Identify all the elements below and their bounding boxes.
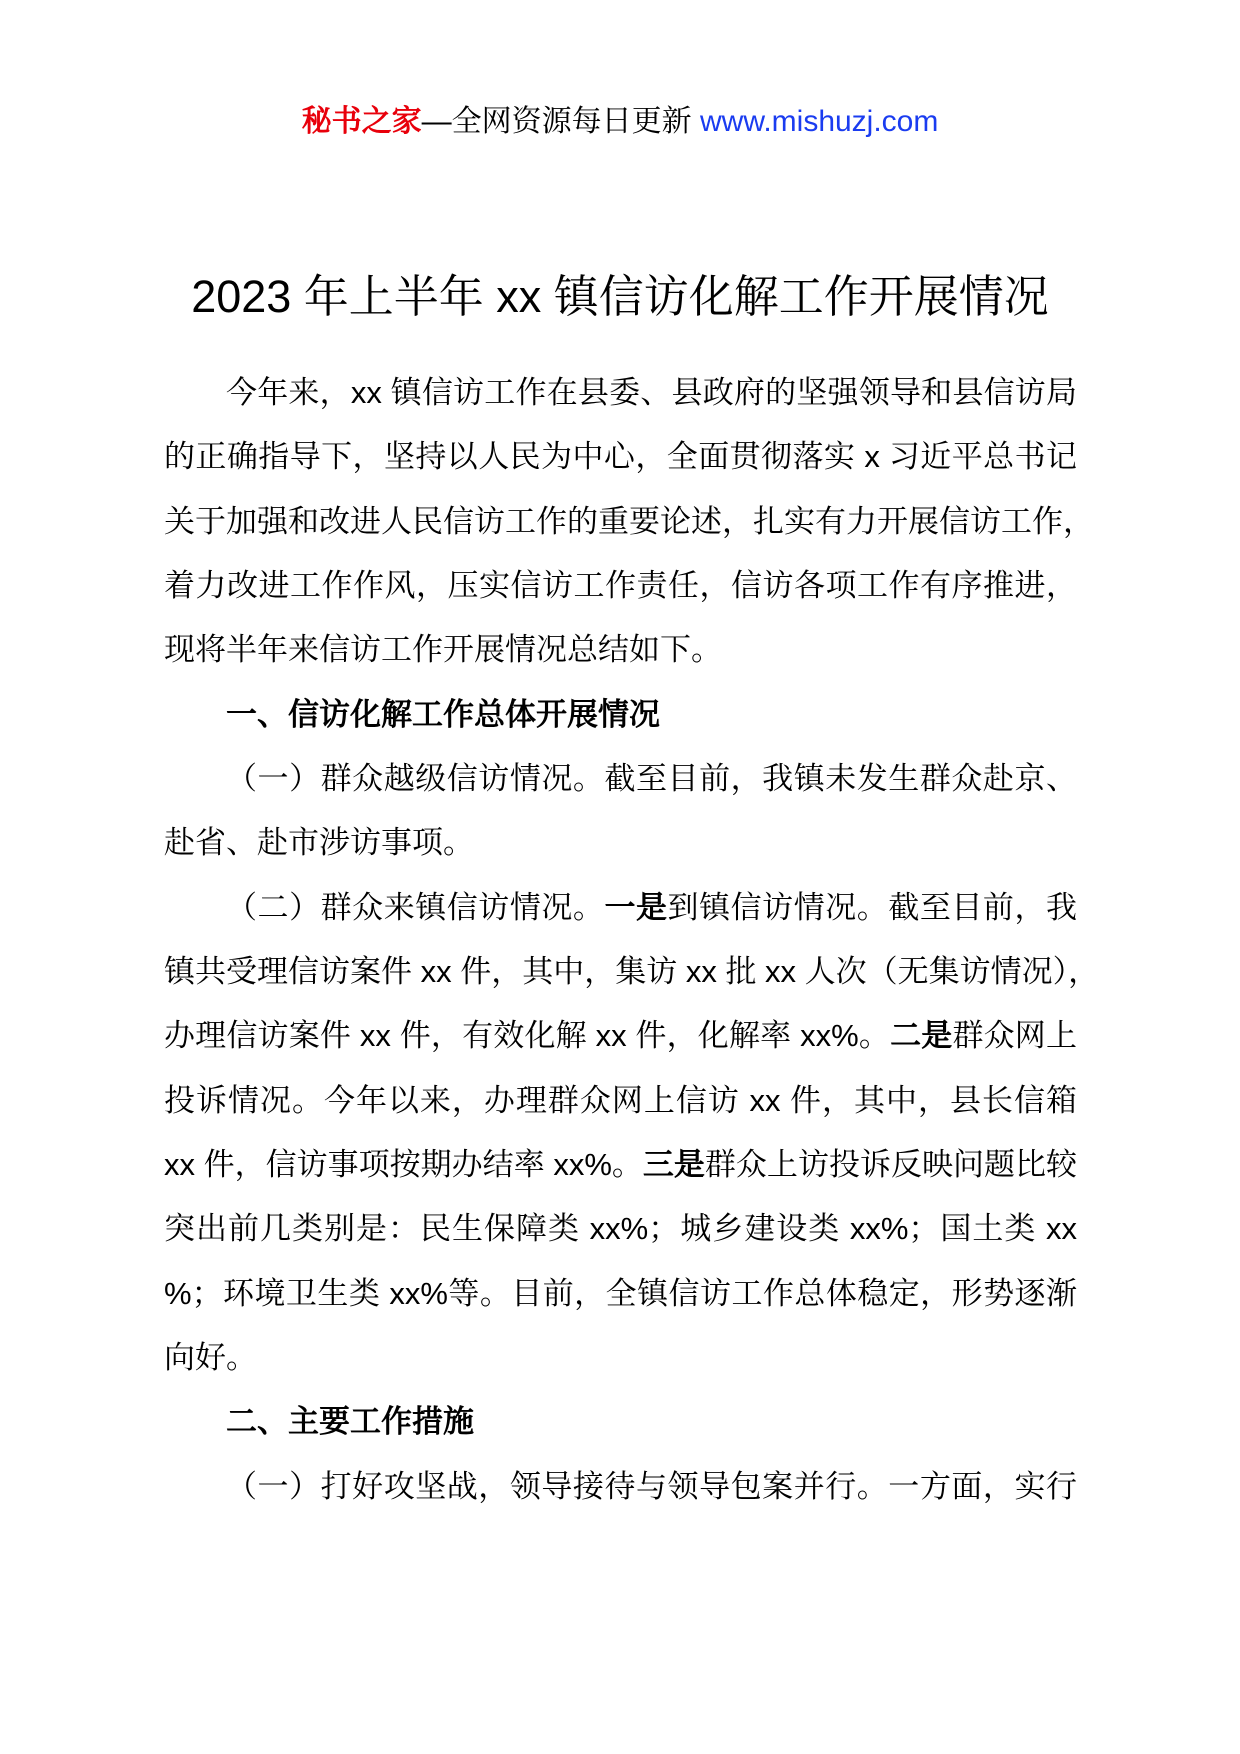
text-segment: 到镇信访情况。截至目前，我 [667,889,1078,925]
text-segment: 群众上访投诉反映问题比较 [704,1146,1078,1182]
text-segment: （二）群众来镇信访情况。 [226,889,605,925]
text-line: 投诉情况。今年以来，办理群众网上信访 xx 件，其中，县长信箱 [164,1082,1077,1118]
text-line: 着力改进工作作风，压实信访工作责任，信访各项工作有序推进， [164,567,1077,603]
text-line: 赴省、赴市涉访事项。 [164,825,474,861]
section-heading-2: 二、主要工作措施 [226,1404,474,1440]
document-title: 2023 年上半年 xx 镇信访化解工作开展情况 [191,271,1049,322]
text-segment: 群众网上 [952,1018,1077,1054]
text-line: 今年来，xx 镇信访工作在县委、县政府的坚强领导和县信访局 [226,375,1077,410]
emphasis-segment: 三是 [642,1146,705,1182]
text-line: %；环境卫生类 xx%等。目前，全镇信访工作总体稳定，形势逐渐 [164,1275,1077,1311]
text-line: 突出前几类别是：民生保障类 xx%；城乡建设类 xx%；国土类 xx [164,1211,1077,1247]
text-line: 的正确指导下，坚持以人民为中心，全面贯彻落实 x 习近平总书记 [164,439,1077,475]
section2-item1-paragraph [164,1455,1077,1519]
text-line [164,876,1077,940]
text-line [164,1004,1077,1068]
text-segment: 办理信访案件 xx 件，有效化解 xx 件，化解率 xx%。 [164,1018,891,1054]
document-body [164,361,1100,1519]
emphasis-segment: 一是 [604,889,668,925]
text-line [164,1133,1077,1197]
text-line: 向好。 [164,1339,257,1375]
text-segment: xx 件，信访事项按期办结率 xx%。 [164,1146,643,1182]
text-line: （一）打好攻坚战，领导接待与领导包案并行。一方面，实行 [226,1468,1077,1504]
site-header [0,102,1240,142]
text-line: 镇共受理信访案件 xx 件，其中，集访 xx 批 xx 人次（无集访情况）， [164,953,1100,989]
section-heading-1: 一、信访化解工作总体开展情况 [226,696,660,732]
site-tagline: —全网资源每日更新 [421,105,700,138]
site-brand: 秘书之家 [301,105,422,138]
text-line: （一）群众越级信访情况。截至目前，我镇未发生群众赴京、 [226,760,1077,796]
section1-item2-paragraph [164,876,1100,1391]
emphasis-segment: 二是 [890,1018,953,1054]
intro-paragraph [164,361,1094,683]
text-line: 现将半年来信访工作开展情况总结如下。 [164,632,722,668]
text-line: 关于加强和改进人民信访工作的重要论述，扎实有力开展信访工作， [164,503,1094,539]
section1-item1-paragraph [164,747,1077,876]
site-url: www.mishuzj.com [699,105,939,138]
